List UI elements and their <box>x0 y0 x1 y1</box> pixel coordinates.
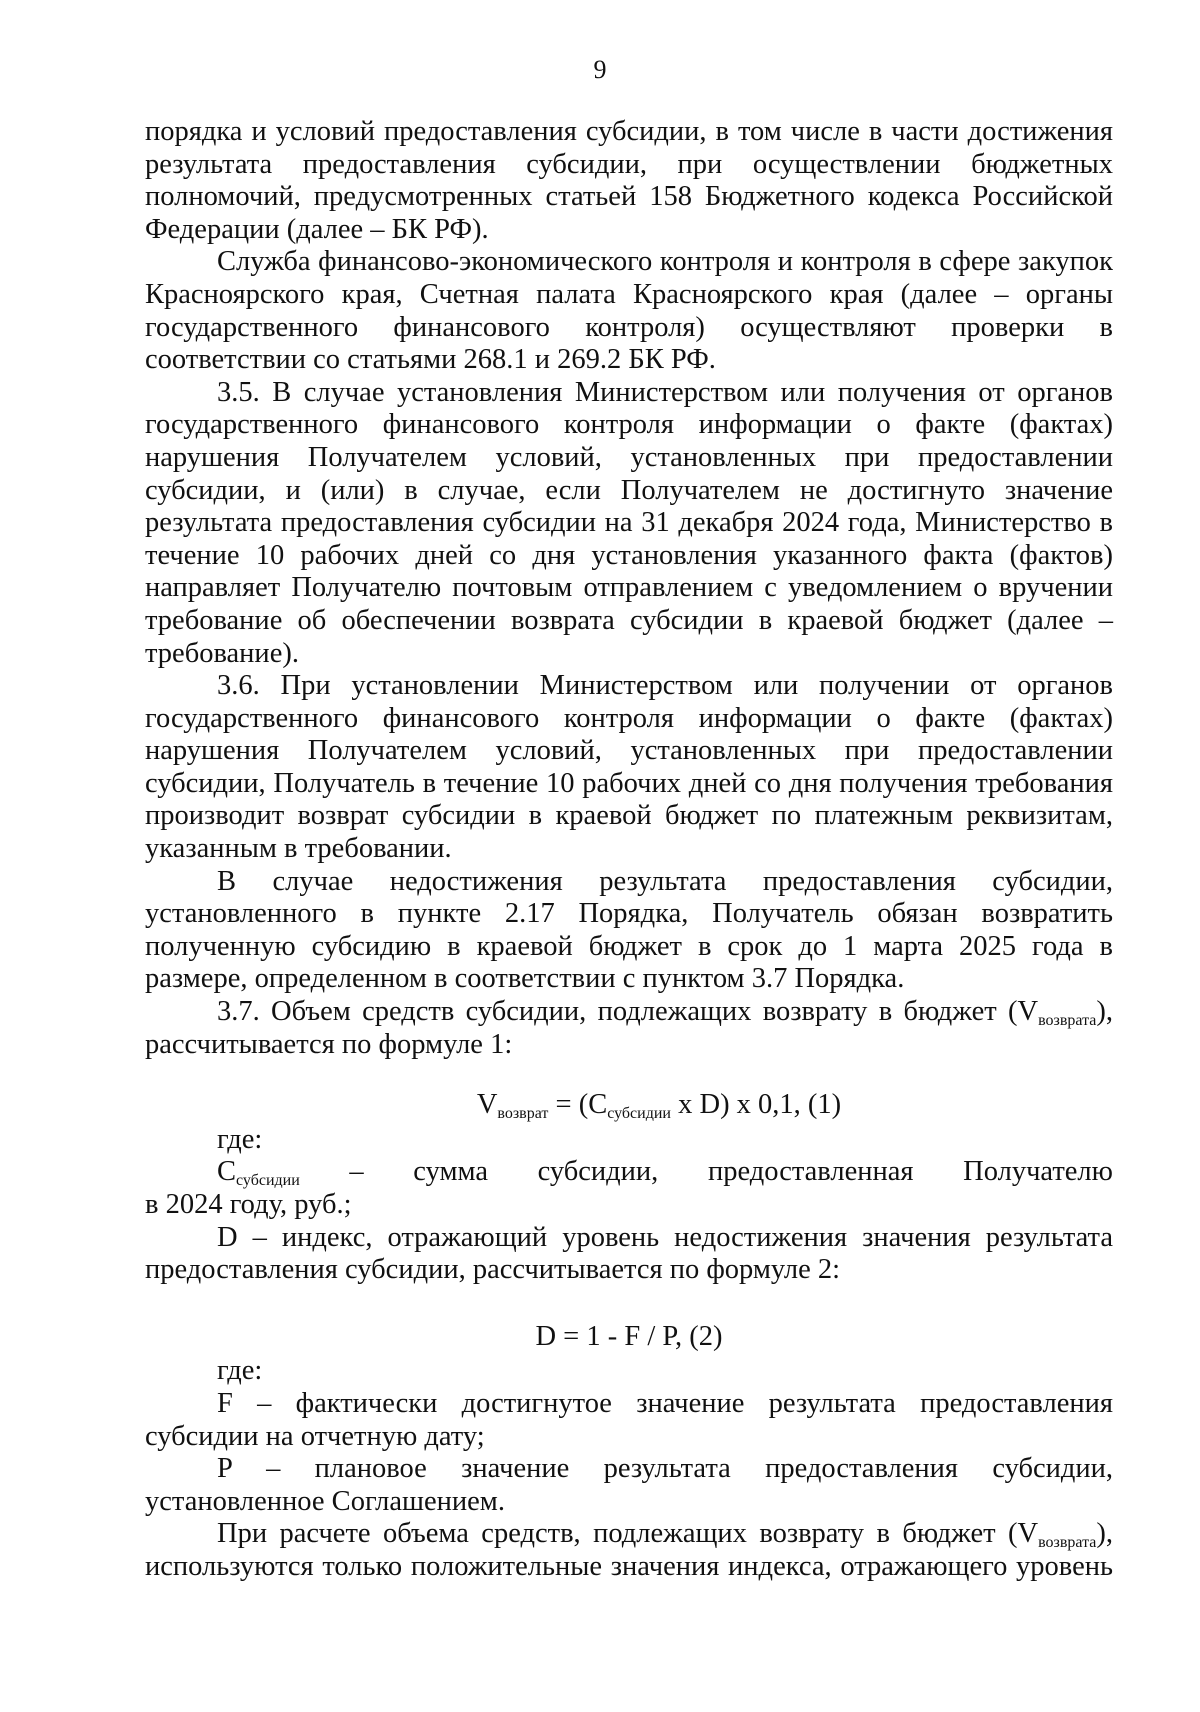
c-subsidy-word-4: Получателю <box>963 1156 1113 1188</box>
formula-1 <box>145 1089 1113 1122</box>
paragraph-3-5: 3.5. В случае установления Министерством или получения от органов государственного финансового контроля информации о факте (фактах) нарушения Получателем условий, установленных при предоставлении субсидии, и (или) в случае, если Получателем не достигнуто значение результата предоставления субсидии на 31 декабря 2024 года, Министерство в течение 10 рабочих дней со дня установления указанного факта (фактов) направляет Получателю почтовым отправлением с уведомлением о вручении требование об обеспечении возврата субсидии в краевой бюджет (далее – требование). <box>145 376 1113 669</box>
where-label-2: где: <box>217 1355 263 1387</box>
formula-1-v-subscript: возврат <box>497 1105 549 1123</box>
positive-values-subscript: возврата <box>1038 1534 1097 1552</box>
paragraph-3-7-text-a: 3.7. Объем средств субсидии, подлежащих возврату в бюджет (V <box>217 996 1039 1028</box>
formula-1-v: V <box>476 1089 498 1121</box>
paragraph-3-7-text-b: ), рассчитывается по формуле 1: <box>145 996 1113 1060</box>
c-subsidy-dash: – <box>349 1156 364 1188</box>
v-return-subscript: возврата <box>1038 1012 1097 1030</box>
page-number: 9 <box>593 55 607 84</box>
paragraph-audit-scope: порядка и условий предоставления субсидии, в том числе в части достижения результата предоставления субсидии, при осуществлении бюджетных полномочий, предусмотренных статьей 158 Бюджетного кодекса Российской Федерации (далее – БК РФ). <box>145 116 1113 245</box>
paragraph-non-achievement: В случае недостижения результата предоставления субсидии, установленного в пункте 2.17 Порядка, Получатель обязан возвратить полученную субсидию в краевой бюджет в срок до 1 марта 2025 года в размере, определенном в соответствии с пунктом 3.7 Порядка. <box>145 865 1113 995</box>
c-subsidy-word-1: сумма <box>413 1156 488 1188</box>
document-body <box>145 116 1113 1584</box>
c-subsidy-definition-line2: в 2024 году, руб.; <box>145 1189 352 1220</box>
formula-2: D = 1 - F / P, (2) <box>535 1320 723 1352</box>
paragraph-positive-values <box>145 1518 1113 1583</box>
p-definition: P – плановое значение результата предоставления субсидии, установленное Соглашением. <box>145 1453 1113 1517</box>
positive-values-text-b: ), используются только положительные значения индекса, отражающего уровень <box>145 1518 1113 1582</box>
paragraph-control-bodies: Служба финансово-экономического контроля и контроля в сфере закупок Красноярского края, Счетная палата Красноярского края (далее – органы государственного финансового контроля) осуществляют проверки в соответствии со статьями 268.1 и 269.2 БК РФ. <box>145 246 1113 376</box>
c-subsidy-subscript: субсидии <box>236 1172 300 1190</box>
formula-1-c-subscript: субсидии <box>607 1105 671 1123</box>
positive-values-text-a: При расчете объема средств, подлежащих возврату в бюджет (V <box>217 1518 1039 1550</box>
formula-1-rest: x D) x 0,1, (1) <box>670 1089 842 1121</box>
c-subsidy-word-3: предоставленная <box>707 1156 914 1188</box>
formula-1-eq: = (C <box>548 1089 608 1121</box>
f-definition: F – фактически достигнутое значение результата предоставления субсидии на отчетную дату; <box>145 1387 1113 1452</box>
c-subsidy-definition-line1 <box>217 1156 1113 1189</box>
d-definition: D – индекс, отражающий уровень недостижения значения результата предоставления субсидии, рассчитывается по формуле 2: <box>145 1221 1113 1286</box>
where-label-1: где: <box>217 1123 263 1155</box>
c-subsidy-symbol: $С_{субсидии}$ <box>217 1156 300 1190</box>
paragraph-3-7 <box>145 996 1113 1061</box>
c-subsidy-word-2: субсидии, <box>537 1156 659 1188</box>
paragraph-3-6: 3.6. При установлении Министерством или получении от органов государственного финансового контроля информации о факте (фактах) нарушения Получателем условий, установленных при предоставлении субсидии, Получатель в течение 10 рабочих дней со дня получения требования производит возврат субсидии в краевой бюджет по платежным реквизитам, указанным в требовании. <box>145 670 1113 865</box>
